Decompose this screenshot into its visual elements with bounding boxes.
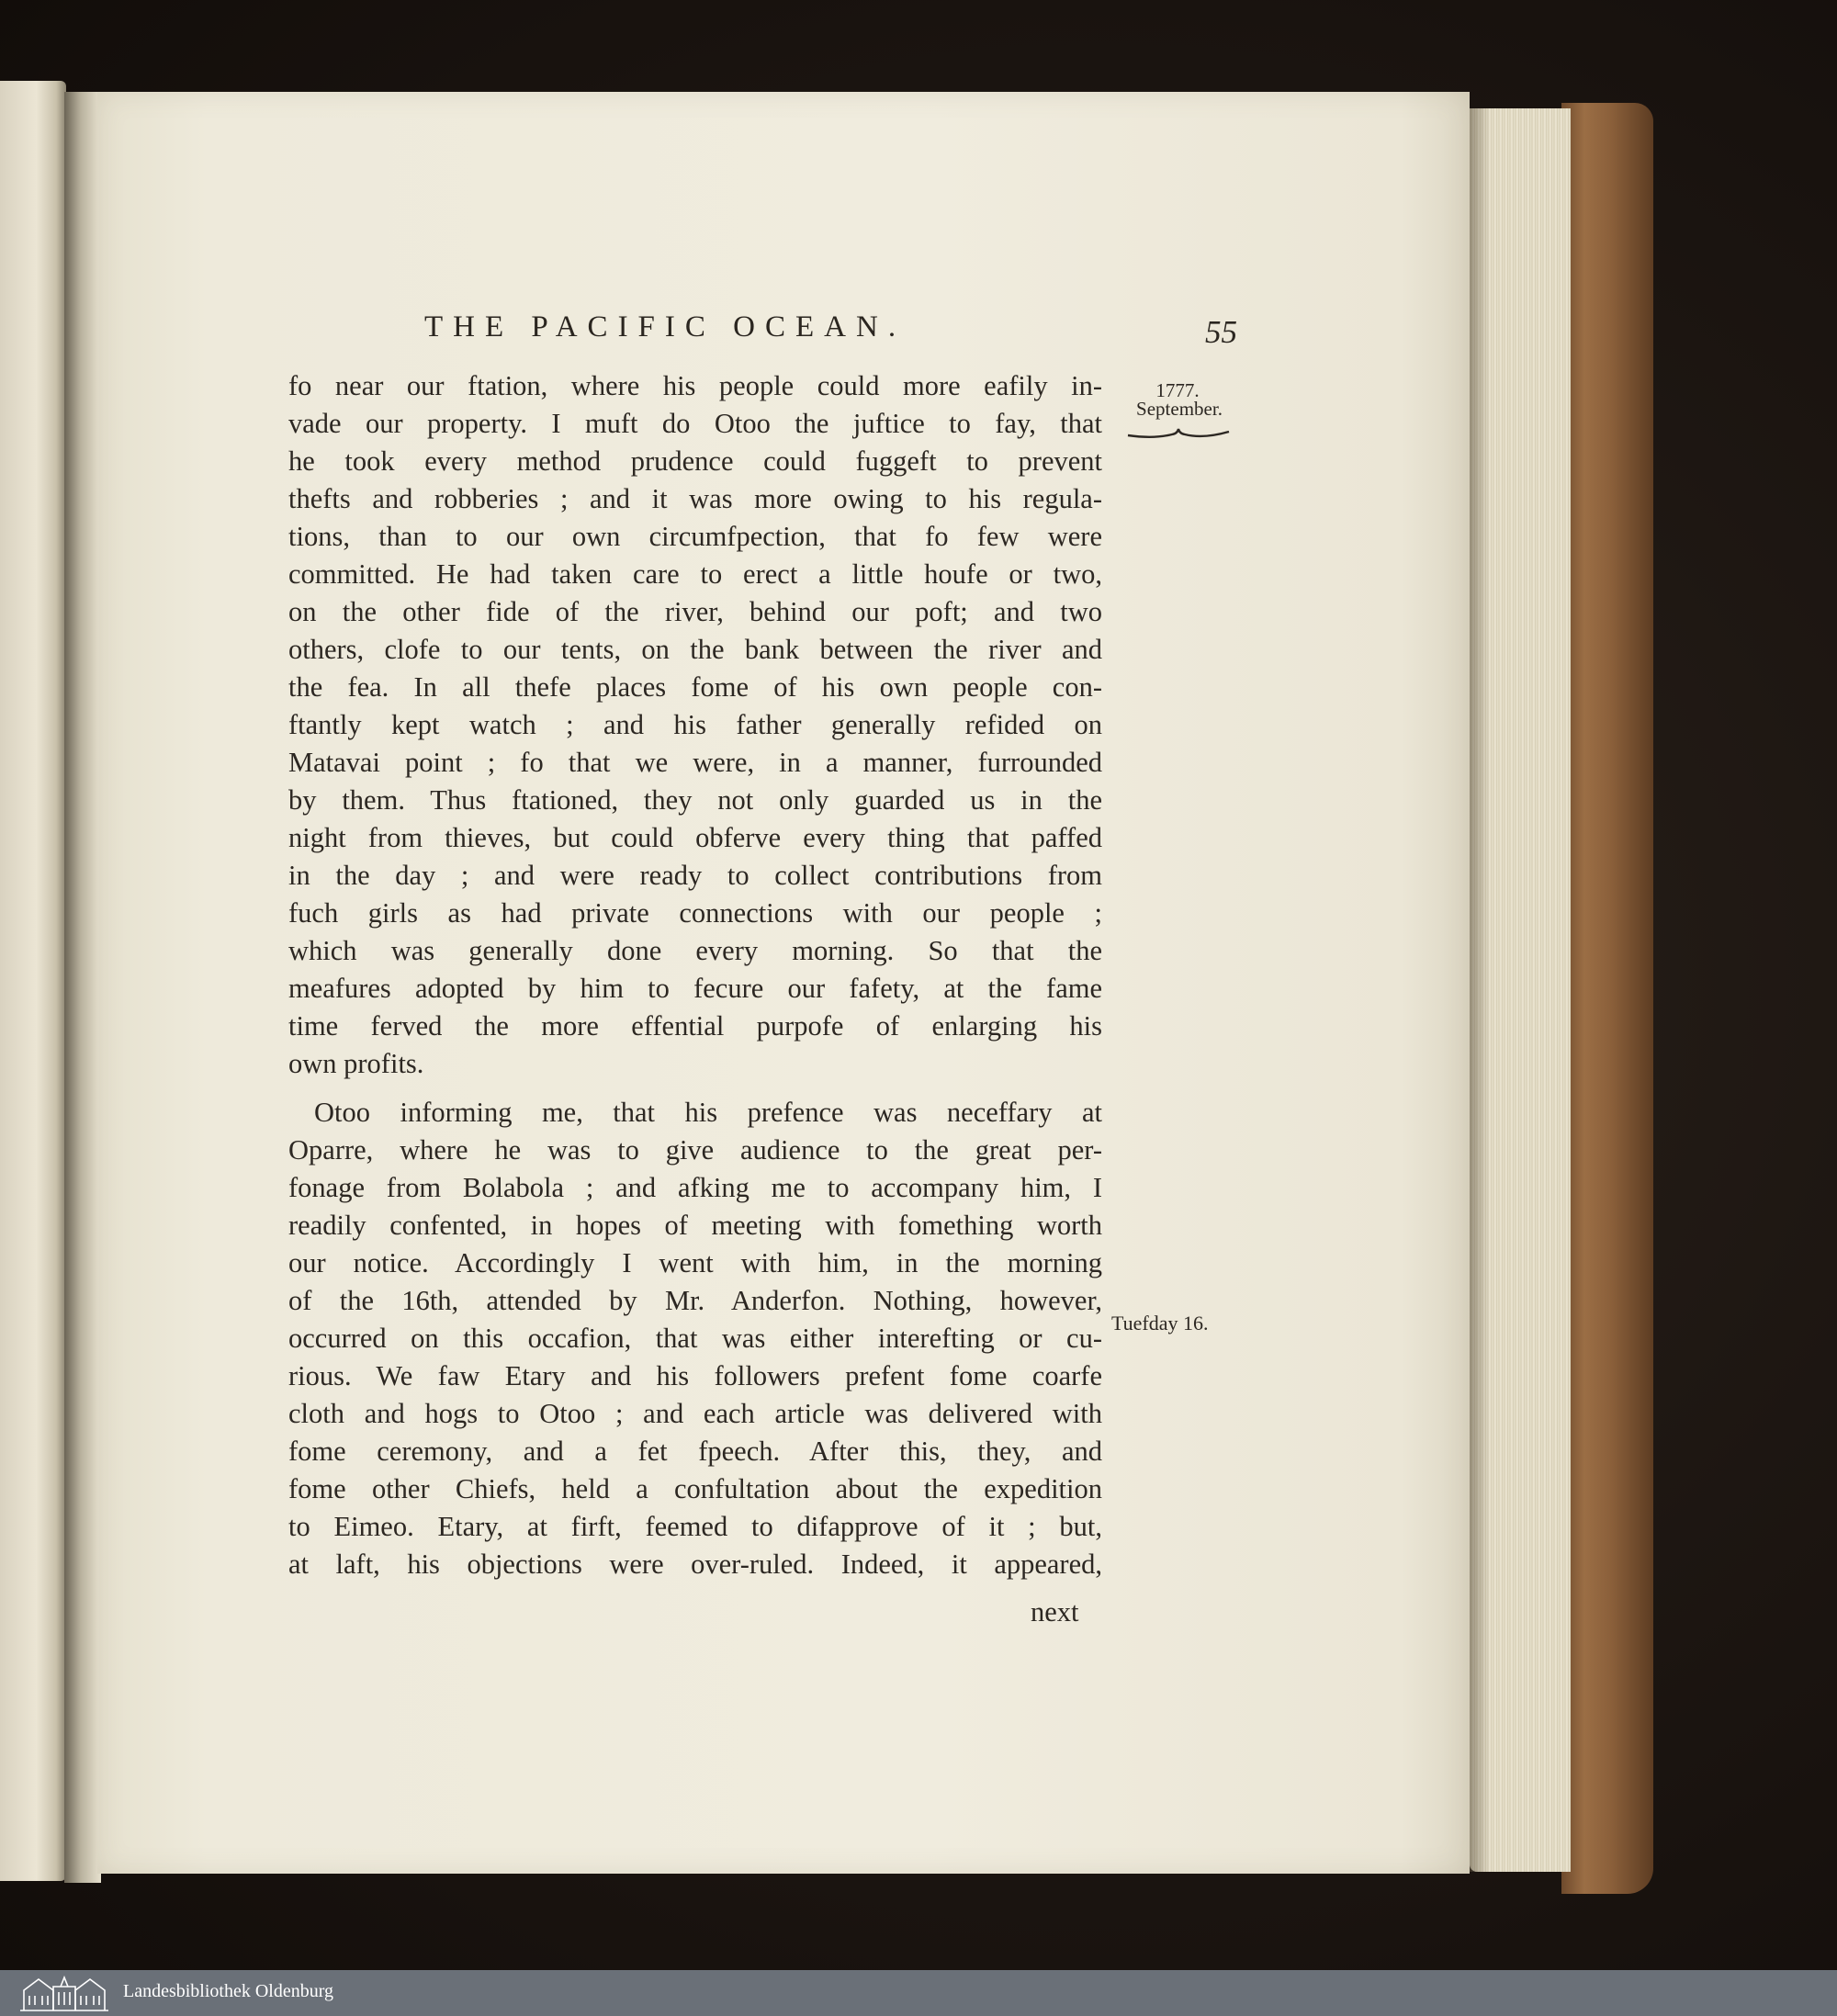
text-line: night from thieves, but could obferve every thing that paffed [288,822,1102,853]
text-line: readily confented, in hopes of meeting with fomething worth [288,1210,1102,1241]
running-header: THE PACIFIC OCEAN. [424,310,907,344]
book-gutter [64,92,101,1883]
library-building-icon [18,1974,110,2012]
text-line: thefts and robberies ; and it was more owing to his regula- [288,483,1102,514]
text-line: on the other fide of the river, behind our poft; and two [288,596,1102,627]
book-cover [1561,103,1653,1894]
text-line: fo near our ftation, where his people could more eafily in- [288,370,1102,401]
text-line: in the day ; and were ready to collect contributions from [288,860,1102,891]
text-line: committed. He had taken care to erect a little houfe or two, [288,558,1102,590]
text-line: meafures adopted by him to fecure our fafety, at the fame [288,973,1102,1004]
text-line: at laft, his objections were over-ruled. Indeed, it appeared, [288,1549,1102,1580]
text-line: by them. Thus ftationed, they not only guarded us in the [288,784,1102,816]
body-text [288,367,1102,1583]
text-line: of the 16th, attended by Mr. Anderfon. Nothing, however, [288,1285,1102,1316]
text-line: others, clofe to our tents, on the bank between the river and [288,634,1102,665]
left-page-edge [0,81,66,1881]
text-line: which was generally done every morning. So that the [288,935,1102,966]
text-line: Otoo informing me, that his prefence was neceffary at [314,1097,1102,1128]
page-edges-shadow [1470,108,1490,1872]
margin-brace-icon [1126,426,1231,441]
page-number: 55 [1205,314,1237,350]
text-line: he took every method prudence could fuggeft to prevent [288,445,1102,477]
text-line: own profits. [288,1048,424,1079]
text-line: time ferved the more effential purpofe of enlarging his [288,1010,1102,1042]
text-line: cloth and hogs to Otoo ; and each article was delivered with [288,1398,1102,1429]
margin-note-month: September. [1136,398,1223,420]
margin-note-date: Tuefday 16. [1111,1312,1209,1335]
text-line: tions, than to our own circumfpection, that fo few were [288,521,1102,552]
library-name: Landesbibliothek Oldenburg [123,1981,334,2001]
text-line: fome ceremony, and a fet fpeech. After this, they, and [288,1436,1102,1467]
text-line: to Eimeo. Etary, at firft, feemed to difapprove of it ; but, [288,1511,1102,1542]
text-line: ftantly kept watch ; and his father generally refided on [288,709,1102,740]
text-line: fuch girls as had private connections with our people ; [288,897,1102,929]
text-line: the fea. In all thefe places fome of his own people con- [288,671,1102,703]
text-line: occurred on this occafion, that was either interefting or cu- [288,1323,1102,1354]
text-line: fome other Chiefs, held a confultation about the expedition [288,1473,1102,1504]
text-line: our notice. Accordingly I went with him, in the morning [288,1247,1102,1278]
footer-bar [0,1970,1837,2016]
margin-note-year: 1777. [1155,379,1200,401]
text-line: Oparre, where he was to give audience to the great per- [288,1134,1102,1166]
text-line: rious. We faw Etary and his followers prefent fome coarfe [288,1360,1102,1391]
catchword: next [1031,1596,1079,1627]
text-line: fonage from Bolabola ; and afking me to accompany him, I [288,1172,1102,1203]
text-line: vade our property. I muft do Otoo the juftice to fay, that [288,408,1102,439]
text-line: Matavai point ; fo that we were, in a manner, furrounded [288,747,1102,778]
